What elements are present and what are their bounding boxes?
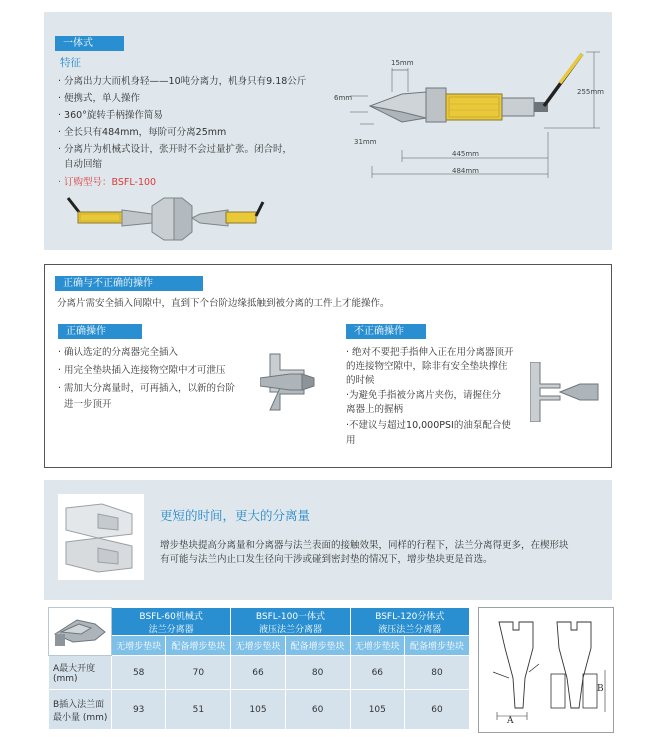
incorrect-tag: 不正确操作 [346,324,426,339]
feature-line-3: · 360°旋转手柄操作简易 [58,110,163,121]
sub-header: 配备增步垫块 [285,636,350,656]
correct-line-3: · 需加大分离量时，可再插入，以新的台阶 [58,383,236,394]
order-label: · 订购型号： [58,177,112,188]
dim-6mm: 6mm [334,94,353,102]
features-title: 特征 [60,57,81,69]
dim-31mm: 31mm [354,138,377,146]
table-cell: 60 [285,690,350,730]
correct-line-1: · 确认选定的分离器完全插入 [58,347,179,358]
incorrect-line-4: ·为避免手指被分离片夹伤，请握住分 [346,390,502,401]
row-label-b [49,690,112,730]
row-b-label: B插入法兰面 [53,699,105,710]
table-cell: 80 [285,656,350,690]
model-2-type: 液压法兰分离器 [258,624,322,635]
sub-header: 配备增步垫块 [404,636,469,656]
table-product-image [49,608,112,656]
step-block-illustration [58,494,144,580]
shorter-time-body-2: 有可能与法兰内止口发生径向干涉或碰到密封垫的情况下，增步垫块更是首选。 [160,554,493,565]
table-cell: 70 [166,656,231,690]
feature-line-4: · 全长只有484mm，每阶可分离25mm [58,127,227,138]
feature-line-6: 自动回缩 [58,159,103,170]
order-model-number: BSFL-100 [111,177,157,188]
table-cell: 105 [231,690,285,730]
incorrect-line-3: 的时候 [346,375,375,386]
sub-header: 无增步垫块 [350,636,404,656]
table-cell: 66 [350,656,404,690]
dim-255mm: 255mm [577,88,604,96]
table-cell: 93 [112,690,166,730]
model-header-1 [112,608,231,636]
table-row [49,656,470,690]
dim-445mm: 445mm [452,150,479,158]
table-cell: 60 [404,690,469,730]
table-cell: 58 [112,656,166,690]
splitter-pair-illustration [60,192,265,250]
operation-tag: 正确与不正确的操作 [55,276,203,291]
correct-line-4: 进一步顶开 [58,399,112,410]
incorrect-line-1: · 绝对不要把手指伸入正在用分离器顶开 [346,347,514,358]
dim-15mm: 15mm [391,59,414,67]
correct-operation-illustration [260,352,320,412]
splitter-thumbnail-icon [51,610,109,650]
diagram-label-a: A [507,716,514,726]
model-header-3 [350,608,469,636]
spec-table [48,607,470,730]
sub-header: 无增步垫块 [231,636,285,656]
incorrect-line-2: 的连接物空隙中，除非有安全垫块撑住 [346,361,508,372]
row-a-label: A最大开度 [53,664,96,674]
feature-line-5: · 分离片为机械式设计，张开时不会过量扩张。闭合时， [58,144,293,155]
table-cell: 80 [404,656,469,690]
row-a-unit: (mm) [53,674,78,684]
wedge-measurement-drawing [479,608,613,732]
row-b-unit: 最小量 (mm) [53,712,108,723]
table-cell: 66 [231,656,285,690]
incorrect-line-7: 用 [346,435,356,446]
table-cell: 105 [350,690,404,730]
incorrect-operation-illustration [530,362,600,422]
feature-line-1: · 分离出力大而机身轻——10吨分离力，机身只有9.18公斤 [58,76,307,87]
diagram-label-b: B [597,684,604,694]
table-cell: 51 [166,690,231,730]
operation-intro: 分离片需安全插入间隙中，直到下个台阶边缘抵触到被分离的工件上才能操作。 [57,298,390,309]
shorter-time-body-1: 增步垫块提高分离量和分离器与法兰表面的接触效果，同样的行程下，法兰分离得更多，在楔形块 [160,540,569,551]
incorrect-line-5: 离器上的握柄 [346,404,404,415]
model-1-type: 法兰分离器 [148,624,194,635]
correct-tag: 正确操作 [58,324,142,339]
order-model [58,175,156,190]
correct-line-2: · 用完全垫块插入连接物空隙中才可泄压 [58,365,226,376]
dim-484mm: 484mm [452,167,479,175]
model-2-name: BSFL-100一体式 [255,611,326,622]
shorter-time-heading: 更短的时间，更大的分离量 [160,508,311,523]
sub-header: 配备增步垫块 [166,636,231,656]
integrated-tag: 一体式 [55,36,124,51]
model-3-type: 液压法兰分离器 [378,624,442,635]
row-label-a [49,656,112,690]
model-3-name: BSFL-120分体式 [375,611,445,622]
incorrect-line-6: ·不建议与超过10,000PSI的油泵配合使 [346,420,511,431]
model-header-2 [231,608,350,636]
measurement-diagram [478,607,614,733]
model-1-name: BSFL-60机械式 [139,611,203,622]
feature-line-2: · 便携式，单人操作 [58,93,141,104]
sub-header: 无增步垫块 [112,636,166,656]
table-row [49,690,470,730]
